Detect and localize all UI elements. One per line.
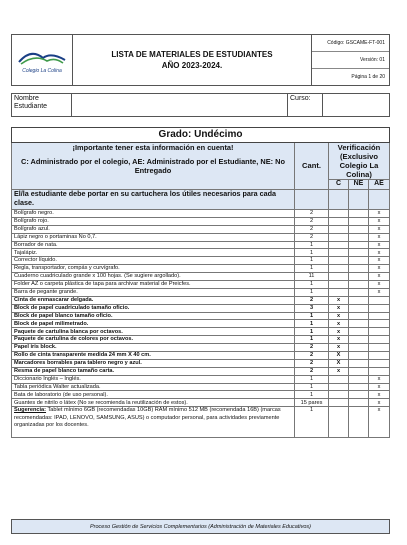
doc-page: Página 1 de 20	[351, 74, 385, 80]
item-name: Borrador de nata.	[12, 241, 295, 249]
item-quantity: 15 pares	[295, 399, 329, 407]
item-check-ae[interactable]: x	[369, 233, 390, 241]
item-check-c[interactable]	[329, 225, 349, 233]
item-check-c[interactable]: x	[329, 304, 349, 312]
item-check-ne[interactable]	[349, 210, 369, 218]
materials-table	[11, 127, 390, 438]
table-row	[12, 352, 390, 360]
item-name: Folder AZ o carpeta plástica de tapa para archivar material de Preicfes.	[12, 281, 295, 289]
item-quantity: 2	[295, 359, 329, 367]
item-check-ae[interactable]: x	[369, 288, 390, 296]
table-row	[12, 210, 390, 218]
item-check-ne[interactable]	[349, 328, 369, 336]
document-footer: Proceso Gestión de Servicios Complementarios (Administración de Materiales Educativos)	[11, 519, 390, 534]
table-row	[12, 265, 390, 273]
item-check-ae[interactable]: x	[369, 241, 390, 249]
item-quantity: 1	[295, 257, 329, 265]
item-quantity: 2	[295, 210, 329, 218]
grade-row	[12, 128, 390, 143]
school-logo	[12, 35, 73, 85]
item-check-c[interactable]: x	[329, 312, 349, 320]
course-label: Curso:	[288, 94, 323, 116]
item-check-c[interactable]	[329, 210, 349, 218]
mountain-logo-icon	[17, 46, 67, 66]
suggestion-body: Tablet mínimo 6GB (recomendadas 10GB) RAM mínimo 512 MB (recomendada 16B) (marcas recomendadas: IPAD, LENOVO, SAMSUNG, ASUS) o computador personal, para actividades previamente organizadas por los docentes.	[14, 407, 281, 429]
item-quantity: 11	[295, 273, 329, 281]
table-row	[12, 304, 390, 312]
item-check-ae[interactable]: x	[369, 225, 390, 233]
item-check-ne[interactable]	[349, 407, 369, 438]
item-quantity: 2	[295, 233, 329, 241]
item-check-ne[interactable]	[349, 225, 369, 233]
table-row	[12, 328, 390, 336]
item-check-c[interactable]	[329, 233, 349, 241]
important-row	[12, 143, 390, 180]
item-check-ae[interactable]: x	[369, 281, 390, 289]
item-check-ne[interactable]	[349, 265, 369, 273]
table-row	[12, 273, 390, 281]
item-check-ae[interactable]: x	[369, 210, 390, 218]
table-row	[12, 375, 390, 383]
table-row	[12, 312, 390, 320]
item-name: Marcadores borrables para tablero negro y azul.	[12, 359, 295, 367]
item-quantity: 1	[295, 249, 329, 257]
grade-title: Grado: Undécimo	[12, 128, 390, 143]
item-check-ae[interactable]	[369, 296, 390, 304]
item-check-c[interactable]: x	[329, 320, 349, 328]
item-check-c[interactable]	[329, 273, 349, 281]
instruction-row	[12, 190, 390, 210]
item-check-c[interactable]	[329, 249, 349, 257]
table-row	[12, 225, 390, 233]
suggestion-row	[12, 407, 390, 438]
table-row	[12, 367, 390, 375]
item-quantity: 1	[295, 336, 329, 344]
suggestion-quantity: 1	[295, 407, 329, 438]
table-row	[12, 233, 390, 241]
item-check-ne[interactable]	[349, 312, 369, 320]
item-check-ne[interactable]	[349, 249, 369, 257]
instruction-text: El/la estudiante debe portar en su cartuchera los útiles necesarios para cada clase.	[12, 190, 295, 210]
table-row	[12, 383, 390, 391]
item-check-ae[interactable]	[369, 344, 390, 352]
item-quantity: 2	[295, 225, 329, 233]
item-name: Bolígrafo negro.	[12, 210, 295, 218]
course-field[interactable]	[323, 94, 389, 116]
item-check-ae[interactable]: x	[369, 375, 390, 383]
item-check-c[interactable]	[329, 391, 349, 399]
item-check-ae[interactable]	[369, 304, 390, 312]
item-check-ne[interactable]	[349, 296, 369, 304]
item-name: Lápiz negro o portaminas No 0,7.	[12, 233, 295, 241]
item-quantity: 1	[295, 265, 329, 273]
table-row	[12, 399, 390, 407]
table-row	[12, 391, 390, 399]
item-check-ne[interactable]	[349, 336, 369, 344]
item-quantity: 1	[295, 391, 329, 399]
item-check-ae[interactable]	[369, 328, 390, 336]
item-name: Resma de papel blanco tamaño carta.	[12, 367, 295, 375]
item-check-ae[interactable]	[369, 336, 390, 344]
item-name: Tajalápiz.	[12, 249, 295, 257]
item-check-c[interactable]	[329, 265, 349, 273]
item-check-ae[interactable]: x	[369, 273, 390, 281]
document-header	[11, 34, 390, 86]
item-check-ae[interactable]	[369, 312, 390, 320]
item-name: Paquete de cartulina de colores por octavos.	[12, 336, 295, 344]
table-row	[12, 344, 390, 352]
item-check-ne[interactable]	[349, 304, 369, 312]
table-row	[12, 320, 390, 328]
item-quantity: 1	[295, 288, 329, 296]
logo-text: Colegio La Colina	[22, 68, 62, 74]
item-check-c[interactable]: x	[329, 296, 349, 304]
item-check-ne[interactable]	[349, 320, 369, 328]
item-name: Block de papel cuadriculado tamaño oficio.	[12, 304, 295, 312]
item-quantity: 1	[295, 320, 329, 328]
item-check-ae[interactable]	[369, 367, 390, 375]
item-name: Block de papel milimetrado.	[12, 320, 295, 328]
item-check-ae[interactable]: x	[369, 383, 390, 391]
item-check-ae[interactable]: x	[369, 249, 390, 257]
item-check-c[interactable]	[329, 281, 349, 289]
col-c-header: C	[329, 180, 349, 190]
item-check-ne[interactable]	[349, 383, 369, 391]
table-row	[12, 288, 390, 296]
item-check-c[interactable]: X	[329, 359, 349, 367]
item-name: Papel iris block.	[12, 344, 295, 352]
item-check-c[interactable]	[329, 288, 349, 296]
col-ae-header: AE	[369, 180, 390, 190]
table-row	[12, 281, 390, 289]
item-check-ae[interactable]	[369, 320, 390, 328]
table-row	[12, 249, 390, 257]
item-check-ae[interactable]: x	[369, 391, 390, 399]
item-name: Tabla periódica Walter actualizada.	[12, 383, 295, 391]
student-name-field[interactable]	[72, 94, 288, 116]
col-ne-header: NE	[349, 180, 369, 190]
suggestion-text	[12, 407, 295, 438]
item-check-c[interactable]	[329, 257, 349, 265]
item-quantity: 2	[295, 367, 329, 375]
item-check-ne[interactable]	[349, 352, 369, 360]
quantity-header: Cant.	[295, 143, 329, 190]
item-check-ae[interactable]: x	[369, 265, 390, 273]
item-name: Bata de laboratorio (de uso personal).	[12, 391, 295, 399]
item-check-ae[interactable]: x	[369, 217, 390, 225]
item-check-ne[interactable]	[349, 257, 369, 265]
item-check-c[interactable]	[329, 241, 349, 249]
table-row	[12, 336, 390, 344]
item-name: Bolígrafo rojo.	[12, 217, 295, 225]
item-name: Cinta de enmascarar delgada.	[12, 296, 295, 304]
item-check-ne[interactable]	[349, 344, 369, 352]
item-check-ne[interactable]	[349, 359, 369, 367]
item-check-c[interactable]	[329, 383, 349, 391]
item-check-ae[interactable]	[369, 352, 390, 360]
item-quantity: 2	[295, 217, 329, 225]
item-check-c[interactable]: X	[329, 352, 349, 360]
student-info-row	[11, 93, 390, 117]
item-quantity: 1	[295, 241, 329, 249]
item-check-ne[interactable]	[349, 217, 369, 225]
item-quantity: 1	[295, 383, 329, 391]
item-name: Barra de pegante grande.	[12, 288, 295, 296]
important-note	[12, 143, 295, 190]
table-row	[12, 217, 390, 225]
item-check-c[interactable]: x	[329, 367, 349, 375]
item-name: Diccionario Inglés – Inglés.	[12, 375, 295, 383]
item-quantity: 1	[295, 281, 329, 289]
table-row	[12, 296, 390, 304]
title-line-2: AÑO 2023-2024.	[161, 61, 223, 70]
item-quantity: 1	[295, 328, 329, 336]
item-check-ne[interactable]	[349, 288, 369, 296]
item-quantity: 3	[295, 304, 329, 312]
item-name: Bolígrafo azul.	[12, 225, 295, 233]
item-name: Paquete de cartulina blanca por octavos.	[12, 328, 295, 336]
item-check-c[interactable]	[329, 217, 349, 225]
item-quantity: 1	[295, 312, 329, 320]
item-check-c[interactable]: x	[329, 344, 349, 352]
item-check-c[interactable]: x	[329, 336, 349, 344]
table-row	[12, 241, 390, 249]
item-check-ne[interactable]	[349, 241, 369, 249]
item-check-c[interactable]: x	[329, 328, 349, 336]
suggestion-label: Sugerencia:	[14, 407, 47, 414]
item-name: Corrector líquido.	[12, 257, 295, 265]
item-name: Cuaderno cuadriculado grande x 100 hojas. (Se sugiere argollado).	[12, 273, 295, 281]
item-quantity: 1	[295, 375, 329, 383]
item-check-ae[interactable]: x	[369, 257, 390, 265]
item-check-ne[interactable]	[349, 399, 369, 407]
doc-version: Versión: 01	[312, 52, 389, 69]
item-check-ae[interactable]: x	[369, 407, 390, 438]
item-quantity: 2	[295, 344, 329, 352]
document-meta	[312, 35, 389, 85]
item-name: Block de papel blanco tamaño oficio.	[12, 312, 295, 320]
item-check-c[interactable]	[329, 399, 349, 407]
table-row	[12, 257, 390, 265]
item-check-ne[interactable]	[349, 233, 369, 241]
item-quantity: 2	[295, 352, 329, 360]
item-name: Guantes de nitrilo o látex (No se recomienda la reutilización de estos).	[12, 399, 295, 407]
legend-text: C: Administrado por el colegio, AE: Administrado por el Estudiante, NE: No Entregado	[20, 157, 286, 175]
important-heading: ¡Importante tener esta información en cuenta!	[72, 143, 234, 152]
item-quantity: 2	[295, 296, 329, 304]
doc-code: Código: GSCAME-FT-001	[312, 35, 389, 52]
item-check-ne[interactable]	[349, 375, 369, 383]
item-check-ne[interactable]	[349, 273, 369, 281]
verification-header: Verificación (Exclusivo Colegio La Colina)	[329, 143, 390, 180]
item-check-c[interactable]	[329, 407, 349, 438]
item-check-c[interactable]	[329, 375, 349, 383]
document-title	[73, 35, 312, 85]
title-line-1: LISTA DE MATERIALES DE ESTUDIANTES	[111, 50, 273, 59]
item-check-ne[interactable]	[349, 367, 369, 375]
item-check-ae[interactable]	[369, 359, 390, 367]
item-name: Rollo de cinta transparente medida 24 mm X 40 cm.	[12, 352, 295, 360]
table-row	[12, 359, 390, 367]
item-check-ne[interactable]	[349, 281, 369, 289]
item-name: Regla, transportador, compás y curvígrafo.	[12, 265, 295, 273]
item-check-ne[interactable]	[349, 391, 369, 399]
student-name-label: Nombre Estudiante	[12, 94, 72, 116]
item-check-ae[interactable]: x	[369, 399, 390, 407]
